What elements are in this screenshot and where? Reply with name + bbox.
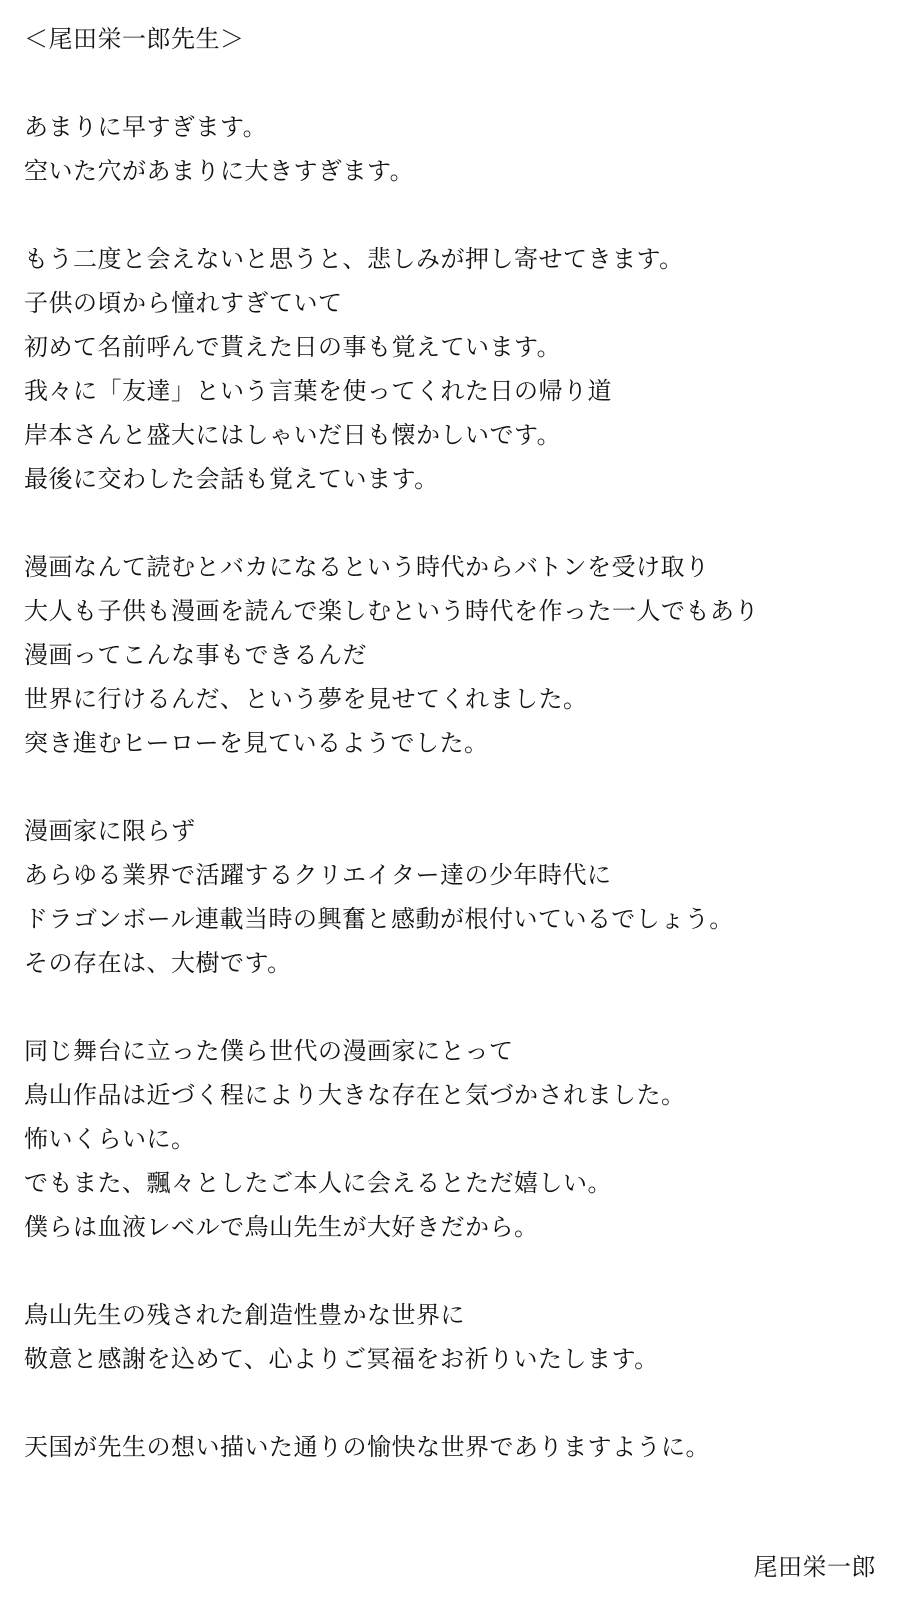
letter-line: 同じ舞台に立った僕ら世代の漫画家にとって xyxy=(24,1037,514,1065)
paragraph-7 xyxy=(24,1425,876,1469)
letter-line: 天国が先生の想い描いた通りの愉快な世界でありますように。 xyxy=(24,1433,710,1461)
letter-line: あまりに早すぎます。 xyxy=(24,113,268,141)
letter-line: 怖いくらいに。 xyxy=(24,1125,196,1153)
letter-line: 鳥山作品は近づく程により大きな存在と気づかされました。 xyxy=(24,1081,686,1109)
letter-line: 大人も子供も漫画を読んで楽しむという時代を作った一人でもあり xyxy=(24,597,759,625)
signature: 尾田栄一郎 xyxy=(753,1553,876,1581)
letter-body xyxy=(24,17,876,1469)
letter-line: 僕らは血液レベルで鳥山先生が大好きだから。 xyxy=(24,1213,539,1241)
paragraph-gap xyxy=(24,501,876,545)
letter-line: 初めて名前呼んで貰えた日の事も覚えています。 xyxy=(24,333,562,361)
letter-line: 空いた穴があまりに大きすぎます。 xyxy=(24,157,415,185)
letter-line: 岸本さんと盛大にはしゃいだ日も懐かしいです。 xyxy=(24,421,562,449)
letter-line: でもまた、飄々としたご本人に会えるとただ嬉しい。 xyxy=(24,1169,612,1197)
paragraph-gap xyxy=(24,1249,876,1293)
letter-line: もう二度と会えないと思うと、悲しみが押し寄せてきます。 xyxy=(24,245,684,273)
paragraph-gap xyxy=(24,61,876,105)
paragraph-gap xyxy=(24,193,876,237)
letter-line: 世界に行けるんだ、という夢を見せてくれました。 xyxy=(24,685,588,713)
letter-line: その存在は、大樹です。 xyxy=(24,949,292,977)
paragraph-1 xyxy=(24,105,876,193)
paragraph-3 xyxy=(24,545,876,765)
letter-line: 漫画なんて読むとバカになるという時代からバトンを受け取り xyxy=(24,553,710,581)
paragraph-5 xyxy=(24,1029,876,1249)
paragraph-gap xyxy=(24,765,876,809)
letter-line: 鳥山先生の残された創造性豊かな世界に xyxy=(24,1301,465,1329)
paragraph-6 xyxy=(24,1293,876,1381)
paragraph-gap xyxy=(24,985,876,1029)
paragraph-4 xyxy=(24,809,876,985)
letter-line: あらゆる業界で活躍するクリエイター達の少年時代に xyxy=(24,861,612,889)
letter-line: ドラゴンボール連載当時の興奮と感動が根付いているでしょう。 xyxy=(24,905,734,933)
letter-line: 漫画ってこんな事もできるんだ xyxy=(24,641,367,669)
letter-line: 漫画家に限らず xyxy=(24,817,196,845)
paragraph-gap xyxy=(24,1381,876,1425)
letter-line: 突き進むヒーローを見ているようでした。 xyxy=(24,729,489,757)
letter-line: 我々に「友達」という言葉を使ってくれた日の帰り道 xyxy=(24,377,612,405)
letter-line: 敬意と感謝を込めて、心よりご冥福をお祈りいたします。 xyxy=(24,1345,659,1373)
letter-line: 子供の頃から憧れすぎていて xyxy=(24,289,343,317)
paragraph-2 xyxy=(24,237,876,501)
letter-heading: ＜尾田栄一郎先生＞ xyxy=(24,25,245,53)
letter-line: 最後に交わした会話も覚えています。 xyxy=(24,465,439,493)
